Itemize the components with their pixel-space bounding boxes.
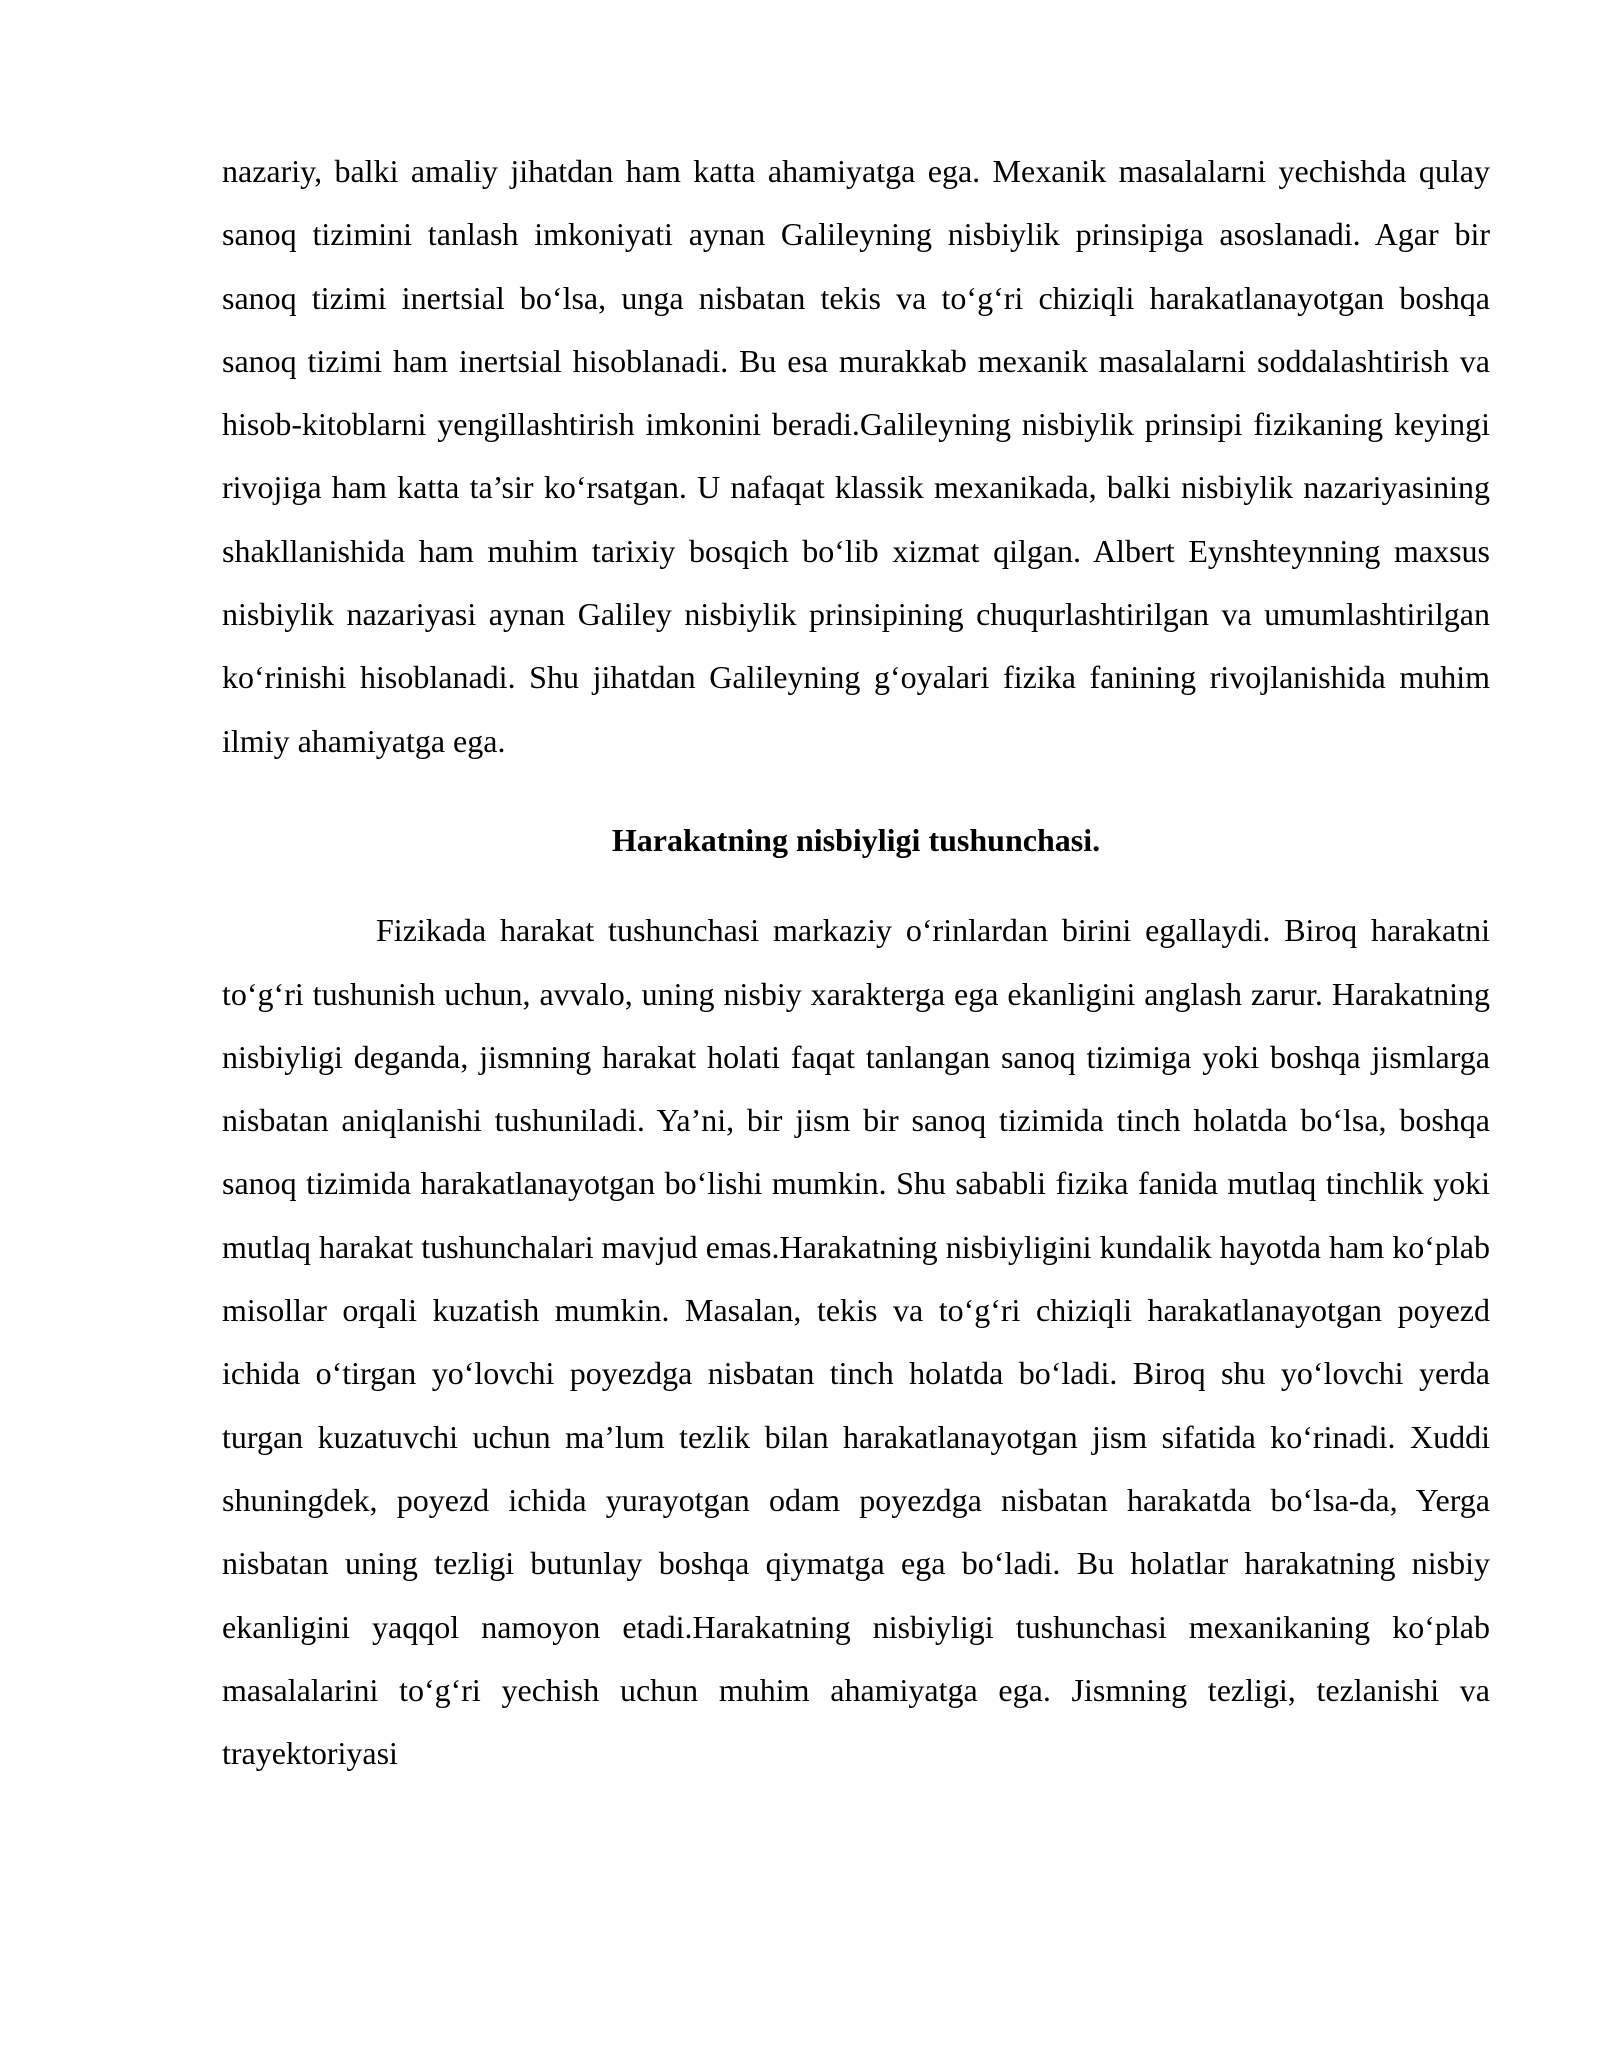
document-body <box>222 140 1490 1785</box>
section-heading: Harakatning nisbiyligi tushunchasi. <box>611 821 1101 858</box>
body-paragraph: nazariy, balki amaliy jihatdan ham katta ahamiyatga ega. Mexanik masalalarni yechishda qulay sanoq tizimini tanlash imkoniyati aynan Galileyning nisbiylik prinsipiga asoslanadi. Agar bir sanoq tizimi inertsial bo‘lsa, unga nisbatan tekis va to‘g‘ri chiziqli harakatlanayotgan boshqa sanoq tizimi ham inertsial hisoblanadi. Bu esa murakkab mexanik masalalarni soddalashtirish va hisob-kitoblarni yengillashtirish imkonini beradi.Galileyning nisbiylik prinsipi fizikaning keyingi rivojiga ham katta ta’sir ko‘rsatgan. U nafaqat klassik mexanikada, balki nisbiylik nazariyasining shakllanishida ham muhim tarixiy bosqich bo‘lib xizmat qilgan. Albert Eynshteynning maxsus nisbiylik nazariyasi aynan Galiley nisbiylik prinsipining chuqurlashtirilgan va umumlashtirilgan ko‘rinishi hisoblanadi. Shu jihatdan Galileyning g‘oyalari fizika fanining rivojlanishida muhim ilmiy ahamiyatga ega. <box>222 153 1490 759</box>
body-paragraph: Fizikada harakat tushunchasi markaziy o‘rinlardan birini egallaydi. Biroq harakatni to‘g‘ri tushunish uchun, avvalo, uning nisbiy xarakterga ega ekanligini anglash zarur. Harakatning nisbiyligi deganda, jismning harakat holati faqat tanlangan sanoq tizimiga yoki boshqa jismlarga nisbatan aniqlanishi tushuniladi. Ya’ni, bir jism bir sanoq tizimida tinch holatda bo‘lsa, boshqa sanoq tizimida harakatlanayotgan bo‘lishi mumkin. Shu sababli fizika fanida mutlaq tinchlik yoki mutlaq harakat tushunchalari mavjud emas.Harakatning nisbiyligini kundalik hayotda ham ko‘plab misollar orqali kuzatish mumkin. Masalan, tekis va to‘g‘ri chiziqli harakatlanayotgan poyezd ichida o‘tirgan yo‘lovchi poyezdga nisbatan tinch holatda bo‘ladi. Biroq shu yo‘lovchi yerda turgan kuzatuvchi uchun ma’lum tezlik bilan harakatlanayotgan jism sifatida ko‘rinadi. Xuddi shuningdek, poyezd ichida yurayotgan odam poyezdga nisbatan harakatda bo‘lsa-da, Yerga nisbatan uning tezligi butunlay boshqa qiymatga ega bo‘ladi. Bu holatlar harakatning nisbiy ekanligini yaqqol namoyon etadi.Harakatning nisbiyligi tushunchasi mexanikaning ko‘plab masalalarini to‘g‘ri yechish uchun muhim ahamiyatga ega. Jismning tezligi, tezlanishi va trayektoriyasi <box>222 912 1490 1772</box>
